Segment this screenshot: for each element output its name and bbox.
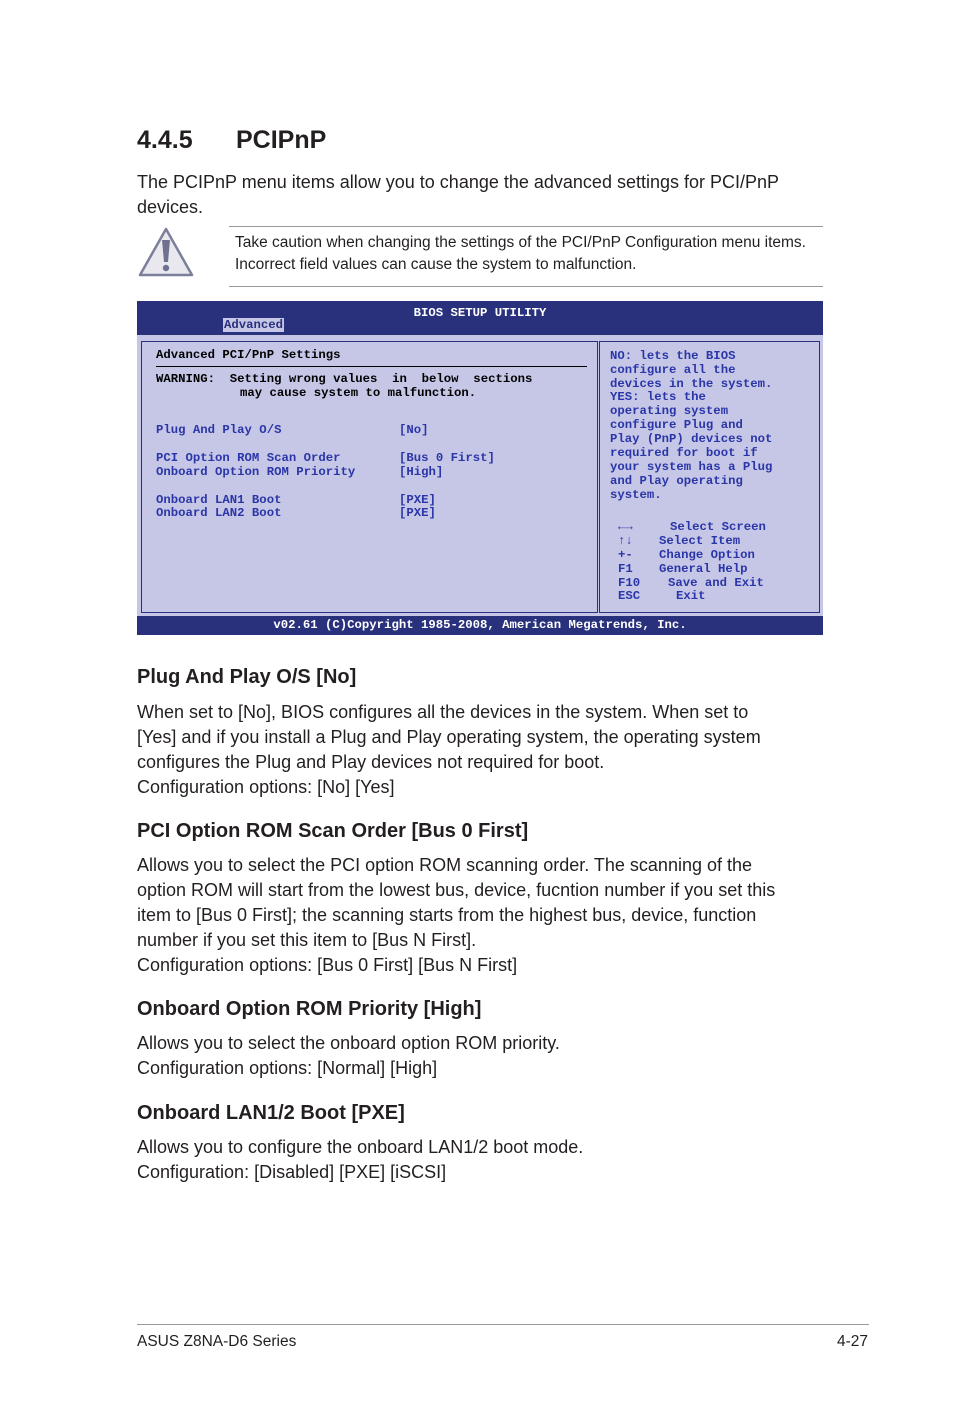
desc-line: Allows you to configure the onboard LAN1/2 boot mode. <box>137 1137 584 1157</box>
key-esc: ESC <box>618 589 641 603</box>
setting-pci-rom-scan-value[interactable]: [Bus 0 First] <box>399 451 495 465</box>
setting-rom-priority-value[interactable]: [High] <box>399 465 444 479</box>
bios-screenshot <box>137 301 823 635</box>
setting-lan2-boot-label[interactable]: Onboard LAN2 Boot <box>156 506 282 520</box>
setting-lan2-boot-value[interactable]: [PXE] <box>399 506 436 520</box>
desc-line: [Yes] and if you install a Plug and Play operating system, the operating system <box>137 727 761 747</box>
bios-panel-title: Advanced PCI/PnP Settings <box>156 348 341 362</box>
setting-lan1-boot-value[interactable]: [PXE] <box>399 493 436 507</box>
desc-line: Configuration options: [No] [Yes] <box>137 777 395 797</box>
key-f1: F1 <box>618 562 633 576</box>
setting-pci-rom-scan-label[interactable]: PCI Option ROM Scan Order <box>156 451 341 465</box>
heading-pci-rom-scan: PCI Option ROM Scan Order [Bus 0 First] <box>137 820 529 842</box>
help-line: devices in the system. <box>610 377 773 391</box>
help-line: system. <box>610 488 662 502</box>
desc-line: configures the Plug and Play devices not required for boot. <box>137 752 605 772</box>
section-name: PCIPnP <box>236 126 327 154</box>
bios-title: BIOS SETUP UTILITY <box>413 306 547 320</box>
desc-line: Configuration options: [Bus 0 First] [Bus N First] <box>137 955 518 975</box>
key-action: General Help <box>659 562 748 576</box>
desc-lan-boot <box>137 1135 827 1185</box>
bios-warning-line1: WARNING: Setting wrong values in below sections <box>156 372 533 386</box>
footer-divider <box>137 1324 869 1325</box>
desc-line: Allows you to select the PCI option ROM scanning order. The scanning of the <box>137 855 753 875</box>
setting-plug-and-play-label[interactable]: Plug And Play O/S <box>156 423 282 437</box>
help-line: required for boot if <box>610 446 758 460</box>
help-line: configure all the <box>610 363 736 377</box>
bios-tab-advanced[interactable]: Advanced <box>224 318 284 332</box>
bios-settings-panel <box>141 341 598 613</box>
desc-line: Allows you to select the onboard option ROM priority. <box>137 1033 560 1053</box>
help-line: YES: lets the <box>610 390 706 404</box>
footer-page-number: 4-27 <box>836 1333 868 1350</box>
help-line: your system has a Plug <box>610 460 773 474</box>
desc-pci-rom-scan <box>137 853 827 978</box>
desc-plug-and-play <box>137 700 827 800</box>
desc-line: Configuration options: [Normal] [High] <box>137 1058 438 1078</box>
help-line: operating system <box>610 404 729 418</box>
key-plus-minus: +- <box>618 548 633 562</box>
key-action: Change Option <box>659 548 755 562</box>
key-action: Exit <box>676 589 706 603</box>
footer-product: ASUS Z8NA-D6 Series <box>137 1333 297 1350</box>
setting-lan1-boot-label[interactable]: Onboard LAN1 Boot <box>156 493 282 507</box>
heading-lan-boot: Onboard LAN1/2 Boot [PXE] <box>137 1102 405 1124</box>
caution-divider-top <box>229 226 823 227</box>
caution-text: Take caution when changing the settings of the PCI/PnP Configuration menu items. Incorrect field values can cause the system to malfunction. <box>235 234 806 273</box>
key-left-right-icon: ←→ <box>618 520 633 534</box>
help-line: and Play operating <box>610 474 743 488</box>
desc-line: When set to [No], BIOS configures all the devices in the system. When set to <box>137 702 749 722</box>
desc-rom-priority <box>137 1031 827 1081</box>
desc-line: item to [Bus 0 First]; the scanning starts from the highest bus, device, function <box>137 905 757 925</box>
key-f10: F10 <box>618 576 641 590</box>
desc-line: option ROM will start from the lowest bus, device, fucntion number if you set this <box>137 880 776 900</box>
bios-warning-line2: may cause system to malfunction. <box>240 386 477 400</box>
bios-help-panel <box>599 341 820 613</box>
section-number: 4.4.5 <box>137 126 193 154</box>
help-line: Play (PnP) devices not <box>610 432 773 446</box>
section-title <box>137 126 326 155</box>
help-line: configure Plug and <box>610 418 743 432</box>
bios-panel-rule <box>156 366 587 367</box>
bios-copyright-bar: v02.61 (C)Copyright 1985-2008, American Megatrends, Inc. <box>137 616 823 635</box>
help-line: NO: lets the BIOS <box>610 349 736 363</box>
intro-paragraph: The PCIPnP menu items allow you to change the advanced settings for PCI/PnP devices. <box>137 172 779 217</box>
heading-plug-and-play: Plug And Play O/S [No] <box>137 666 357 688</box>
desc-line: number if you set this item to [Bus N First]. <box>137 930 477 950</box>
key-action: Select Item <box>659 534 741 548</box>
setting-plug-and-play-value[interactable]: [No] <box>399 423 429 437</box>
warning-triangle-icon <box>137 226 195 278</box>
setting-rom-priority-label[interactable]: Onboard Option ROM Priority <box>156 465 356 479</box>
caution-divider-bottom <box>229 286 823 287</box>
desc-line: Configuration: [Disabled] [PXE] [iSCSI] <box>137 1162 447 1182</box>
key-action: Save and Exit <box>668 576 764 590</box>
bios-header-bar <box>137 301 823 335</box>
key-up-down-icon: ↑↓ <box>618 534 633 548</box>
key-action: Select Screen <box>670 520 766 534</box>
heading-rom-priority: Onboard Option ROM Priority [High] <box>137 998 482 1020</box>
